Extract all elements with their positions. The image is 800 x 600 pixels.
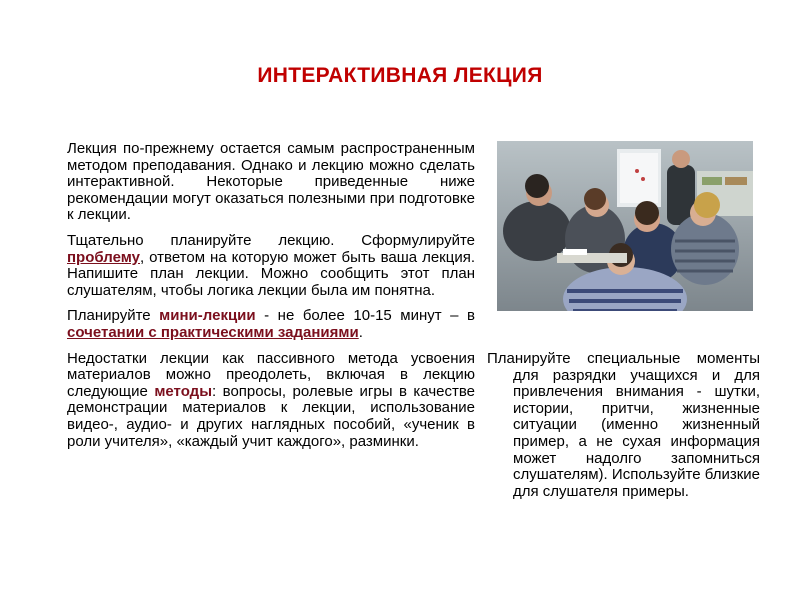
left-text-column (67, 141, 475, 459)
paragraph-mini-middle: - не более 10-15 минут – в (255, 307, 475, 325)
paragraph-mini-lectures (67, 308, 475, 341)
highlight-mini-lectures: мини-лекции (159, 307, 256, 325)
classroom-photo-icon (497, 141, 753, 311)
paragraph-mini-before: Планируйте (67, 307, 160, 325)
right-text-column (487, 351, 760, 500)
paragraph-methods (67, 351, 475, 451)
paragraph-intro (67, 141, 475, 224)
paragraph-plan (67, 233, 475, 299)
paragraph-plan-before: Тщательно планируйте лекцию. Сформулируйте (67, 231, 475, 249)
highlight-methods: методы (154, 382, 212, 400)
paragraph-breaks: Планируйте специальные моменты для разрядки учащихся и для привлечения внимания - шутки, истории, притчи, жизненные ситуации (именно жизненный пример, а не сухая информация может надолго запомниться слушателям). Используйте близкие для слушателя примеры. (487, 350, 760, 500)
paragraph-methods-after: : вопросы, ролевые игры в качестве демонстрации материалов к лекции, использование видео-, аудио- и других наглядных пособий, «ученик в роли учителя», «каждый учит каждого», разминки. (67, 382, 475, 450)
paragraph-mini-after: . (358, 323, 363, 341)
paragraph-intro-text: Лекция по-прежнему остается самым распространенным методом преподавания. Однако и лекцию можно сделать интерактивной. Некоторые приведенные ниже рекомендации могут оказаться полезными при подготовке к лекции. (67, 140, 475, 224)
highlight-practical-tasks: сочетании с практическими заданиями (67, 323, 359, 341)
classroom-group-photo (497, 141, 753, 311)
highlight-problem: проблему (67, 248, 140, 266)
paragraph-plan-after: , ответом на которую может быть ваша лекция. Напишите план лекции. Можно сообщить этот план слушателям, чтобы логика лекции была им понятна. (67, 248, 475, 299)
paragraph-methods-before: Недостатки лекции как пассивного метода усвоения материалов можно преодолеть, включая в лекцию следующие (67, 349, 475, 400)
slide-title: ИНТЕРАКТИВНАЯ ЛЕКЦИЯ (257, 64, 543, 87)
